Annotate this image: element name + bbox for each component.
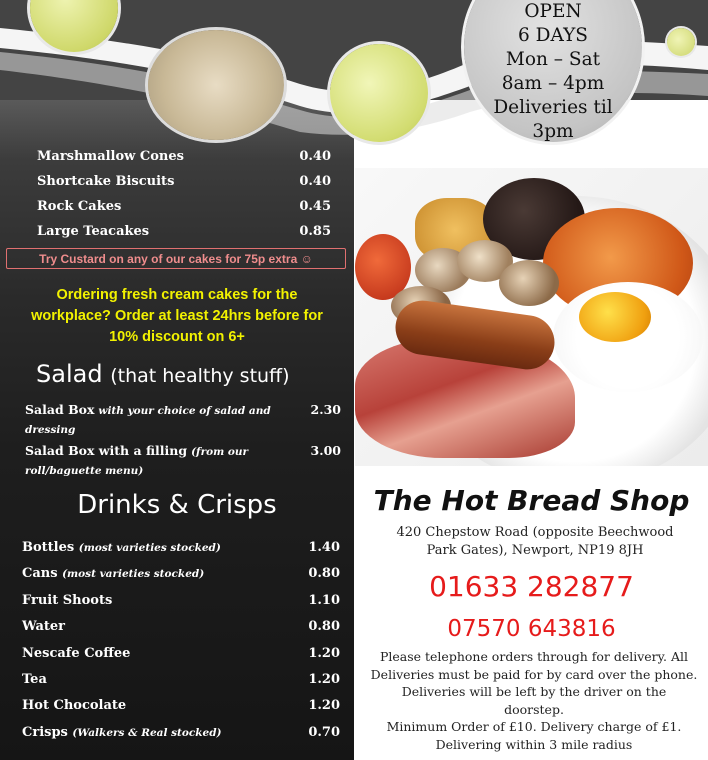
item-name: Cans <box>22 566 58 582</box>
cream-cake-notice: Ordering fresh cream cakes for the workplace? Order at least 24hrs before for 10% discount on 6+ <box>31 287 323 345</box>
list-item <box>25 442 343 480</box>
hours-line: Mon – Sat <box>505 49 601 70</box>
item-price: 0.40 <box>299 149 331 164</box>
salad-title: Salad <box>36 360 103 388</box>
list-item <box>22 564 340 590</box>
item-price: 0.80 <box>308 566 340 582</box>
list-item <box>37 172 331 197</box>
list-item <box>22 538 340 564</box>
decorative-lime-circle <box>330 44 428 142</box>
list-item <box>22 617 340 643</box>
item-note: (Walkers & Real stocked) <box>72 726 222 739</box>
egg-yolk-shape <box>579 292 651 342</box>
item-price: 1.20 <box>308 698 340 714</box>
item-name: Nescafe Coffee <box>22 645 131 661</box>
item-name: Shortcake Biscuits <box>37 174 175 189</box>
hours-line: OPEN <box>524 1 582 22</box>
item-name: Bottles <box>22 540 75 555</box>
opening-hours-text <box>464 0 642 144</box>
item-price: 1.10 <box>308 592 340 608</box>
item-price: 1.20 <box>308 645 340 661</box>
phone-number-primary[interactable]: 01633 282877 <box>429 570 634 603</box>
list-item <box>22 723 340 749</box>
item-price: 0.45 <box>299 199 331 214</box>
hours-line: 8am – 4pm <box>501 73 605 94</box>
salad-heading <box>36 360 290 388</box>
item-price: 0.40 <box>299 174 331 189</box>
shop-name: The Hot Bread Shop <box>373 484 690 517</box>
hours-line: Deliveries til <box>493 97 613 118</box>
item-note: with your choice of salad and dressing <box>25 405 271 436</box>
item-name: Fruit Shoots <box>22 592 113 608</box>
list-item <box>22 670 340 696</box>
drinks-heading: Drinks & Crisps <box>77 490 277 520</box>
custard-offer-banner: Try Custard on any of our cakes for 75p extra ☺ <box>6 248 346 269</box>
list-item <box>22 591 340 617</box>
list-item <box>37 197 331 222</box>
decorative-lime-circle <box>667 28 695 56</box>
delivery-terms: Minimum Order of £10. Delivery charge of £1. Delivering within 3 mile radius <box>386 719 682 752</box>
item-note: (most varieties stocked) <box>78 542 221 554</box>
mushroom-shape <box>499 260 559 306</box>
item-price: 1.40 <box>308 540 340 555</box>
list-item <box>37 147 331 172</box>
delivery-instructions: Please telephone orders through for delivery. All Deliveries must be paid for by card over the phone. Deliveries will be left by the driver on the doorstep. <box>370 649 698 717</box>
list-item <box>25 401 343 439</box>
drinks-price-list <box>22 538 340 749</box>
item-price: 0.70 <box>308 724 340 740</box>
item-price: 0.80 <box>308 619 340 635</box>
delivery-info <box>370 648 698 753</box>
item-name: Crisps <box>22 724 68 740</box>
list-item <box>22 696 340 722</box>
phone-number-mobile[interactable]: 07570 643816 <box>447 616 616 642</box>
item-name: Hot Chocolate <box>22 698 127 714</box>
item-name: Salad Box <box>25 402 95 417</box>
item-name: Salad Box with a filling <box>25 443 188 458</box>
cake-price-list <box>37 147 331 247</box>
item-name: Rock Cakes <box>37 199 122 214</box>
shop-address: 420 Chepstow Road (opposite Beechwood Park Gates), Newport, NP19 8JH <box>396 525 674 558</box>
item-price: 2.30 <box>310 402 341 417</box>
list-item <box>22 644 340 670</box>
item-price: 0.85 <box>299 224 331 239</box>
hours-line: 3pm <box>532 121 574 142</box>
item-note: (most varieties stocked) <box>62 568 205 581</box>
item-price: 3.00 <box>310 443 341 458</box>
list-item <box>37 222 331 247</box>
item-note: (from our roll/baguette menu) <box>25 446 249 477</box>
item-name: Marshmallow Cones <box>37 149 184 164</box>
item-name: Tea <box>22 671 47 687</box>
salad-subtitle: (that healthy stuff) <box>110 365 290 387</box>
cake-photo-circle <box>148 30 284 140</box>
item-name: Large Teacakes <box>37 224 150 239</box>
item-name: Water <box>22 619 66 635</box>
item-price: 1.20 <box>308 671 340 687</box>
hours-line: 6 DAYS <box>518 25 588 46</box>
breakfast-photo <box>355 168 708 466</box>
